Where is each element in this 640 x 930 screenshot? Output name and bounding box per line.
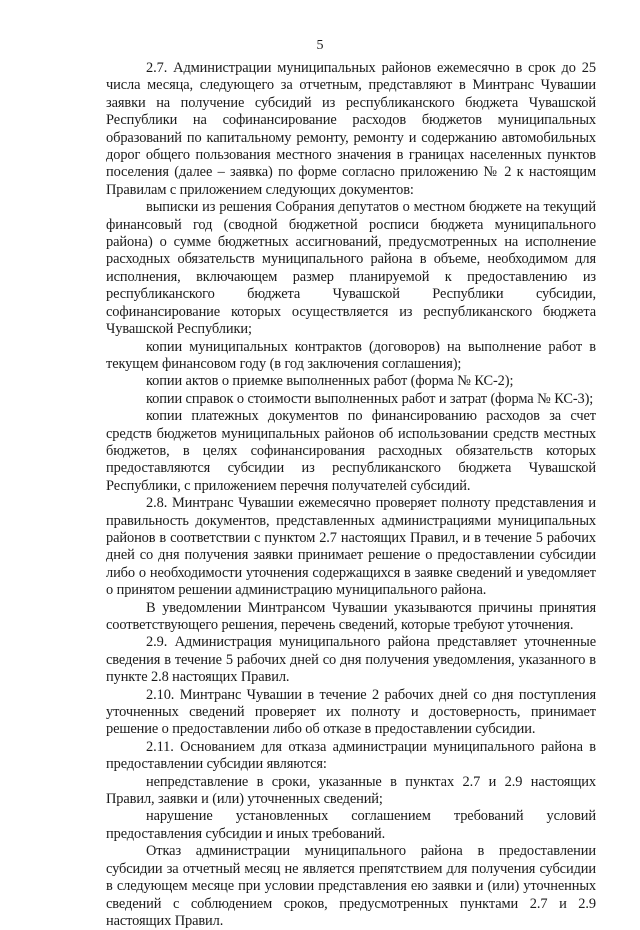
page-number: 5 <box>316 38 324 53</box>
list-item-contracts: копии муниципальных контрактов (договоров) на выполнение работ в текущем финансовом году (в год заключения соглашения); <box>106 338 596 372</box>
paragraph-notification: В уведомлении Минтрансом Чувашии указываются причины принятия соответствующего решения, перечень сведений, которые требуют уточнения. <box>106 599 596 633</box>
paragraph-2-11: 2.11. Основанием для отказа администрации муниципального района в предоставлении субсидии являются: <box>106 738 596 773</box>
list-item-non-submission: непредставление в сроки, указанные в пунктах 2.7 и 2.9 настоящих Правил, заявки и (или) уточненных сведений; <box>106 773 596 808</box>
paragraph-2-8: 2.8. Минтранс Чувашии ежемесячно проверяет полноту представления и правильность документов, представленных администрациями муниципальных районов в соответствии с пунктом 2.7 настоящих Правил, и в течение 5 рабочих дней со дня получения заявки принимает решение о предоставлении субсидии либо о необходимости уточнения содержащихся в заявке сведений и уведомляет о принятом решении администрацию муниципального района. <box>106 495 596 599</box>
paragraph-2-10: 2.10. Минтранс Чувашии в течение 2 рабочих дней со дня поступления уточненных сведений проверяет их полноту и достоверность, принимает решение о предоставлении либо об отказе в предоставлении субсидии. <box>106 686 596 738</box>
list-item-ks3-certificates: копии справок о стоимости выполненных работ и затрат (форма № КС-3); <box>146 390 594 407</box>
list-item-payment-documents: копии платежных документов по финансированию расходов за счет средств бюджетов муниципальных районов об использовании средств местных бюджетов, в целях софинансирования расходных обязательств которых предоставляются субсидии из республиканского бюджета Чувашской Республики, с приложением перечня получателей субсидий. <box>106 408 596 494</box>
paragraph-2-9: 2.9. Администрация муниципального района представляет уточненные сведения в течение 5 рабочих дней со дня получения уведомления, указанного в пункте 2.8 настоящих Правил. <box>106 634 596 686</box>
paragraph-2-7: 2.7. Администрации муниципальных районов ежемесячно в срок до 25 числа месяца, следующего за отчетным, представляют в Минтранс Чувашии заявки на получение субсидий из республиканского бюджета Чувашской Республики на софинансирование расходов бюджетов муниципальных образований по капитальному ремонту, ремонту и содержанию автомобильных дорог общего пользования местного значения в границах населенных пунктов поселения (далее – заявка) по форме согласно приложению № 2 к настоящим Правилам с приложением следующих документов: <box>106 60 596 198</box>
document-body <box>106 60 596 930</box>
paragraph-refusal-note: Отказ администрации муниципального района в предоставлении субсидии за отчетный месяц не является препятствием для получения субсидии в следующем месяце при условии представления ею заявки и (или) уточненных сведений с соблюдением сроков, предусмотренных пунктами 2.7 и 2.9 настоящих Правил. <box>106 843 596 929</box>
list-item-budget-extract: выписки из решения Собрания депутатов о местном бюджете на текущий финансовый год (сводной бюджетной росписи бюджета муниципального района) о сумме бюджетных ассигнований, предусмотренных на исполнение расходных обязательств муниципального района в объеме, необходимом для исполнения, включающем размер планируемой к предоставлению из республиканского бюджета Чувашской Республики субсидии, софинансирование которых осуществляется из республиканского бюджета Чувашской Республики; <box>106 199 596 338</box>
list-item-ks2-acts: копии актов о приемке выполненных работ (форма № КС-2); <box>146 373 514 390</box>
list-item-violation: нарушение установленных соглашением требований условий предоставления субсидии и иных требований. <box>106 808 596 842</box>
